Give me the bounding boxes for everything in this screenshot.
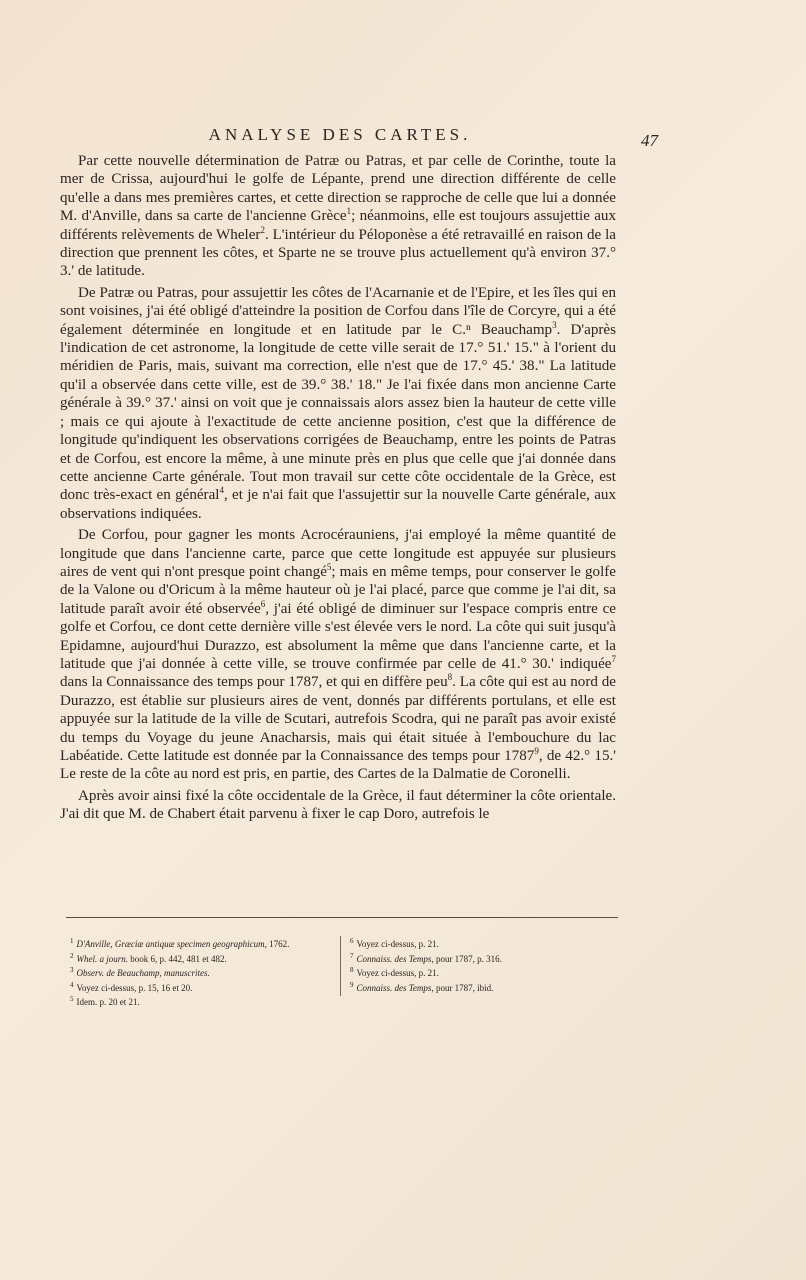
footnotes-left-column <box>70 936 330 1009</box>
footnote: $^9$ Connaiss. des Temps, pour 1787, ibid. <box>350 980 494 993</box>
footnote: $^1$ D'Anville, Græciæ antiquæ specimen geographicum, 1762. <box>70 937 290 949</box>
footnote-ref: 2 <box>260 224 265 235</box>
footnote-column-divider <box>340 936 341 996</box>
footnote: $^4$ Voyez ci-dessus, p. 15, 16 et 20. <box>70 980 193 993</box>
body-text <box>60 152 616 824</box>
footnote: $^5$ Idem. p. 20 et 21. <box>70 995 140 1008</box>
footnote-rule <box>66 917 618 918</box>
page-header <box>60 125 658 151</box>
footnote-ref: 4 <box>219 485 224 496</box>
paragraph-1: Par cette nouvelle détermination de Patræ ou Patras, et par celle de Corinthe, toute la mer de Crissa, aujourd'hui le golfe de Lépante, prend une direction différente de celle qu'elle a dans mes premières cartes, et cette direction se rapproche de celle que lui a donnée M. d'Anville, dans sa carte de l'ancienne Grèce$^1$; néanmoins, elle est toujours assujettie aux différents relèvements de Wheler$^2$. L'intérieur du Péloponèse a été retravaillé en raison de la direction que prennent les côtes, et Sparte ne se trouve plus actuellement qu'à environ 37.° 3.' de latitude. <box>60 153 616 280</box>
footnote-ref: 6 <box>260 598 266 609</box>
running-title: ANALYSE DES CARTES. <box>208 125 472 144</box>
footnote-ref: 8 <box>447 672 453 683</box>
footnote: $^6$ Voyez ci-dessus, p. 21. <box>350 937 439 949</box>
footnote: $^7$ Connaiss. des Temps, pour 1787, p. 316. <box>350 951 502 964</box>
paragraph-4: Après avoir ainsi fixé la côte occidentale de la Grèce, il faut déterminer la côte orientale. J'ai dit que M. de Chabert était parvenu à fixer le cap Doro, autrefois le <box>60 787 616 823</box>
footnote: $^3$ Observ. de Beauchamp, manuscrites. <box>70 966 210 979</box>
footnote-ref: 9 <box>534 745 539 756</box>
paragraph-2: De Patræ ou Patras, pour assujettir les côtes de l'Acarnanie et de l'Epire, et les îles qui en sont voisines, j'ai été obligé d'atteindre la position de Corfou dans l'île de Corcyre, qui a été également déterminée en longitude et en latitude par le C.ⁿ Beauchamp$^3$. D'après l'indication de cet astronome, la longitude de cette ville serait de 17.° 51.' 15." à l'orient du méridien de Paris, mais, suivant ma correction, elle n'est que de 17.° 45.' 38." La latitude qu'il a observée dans cette ville, est de 39.° 38.' 18." Je l'ai fixée dans mon ancienne Carte générale à 39.° 37.' ainsi on voit que je connaissais alors assez bien la hauteur de cette ville ; mais ce qui ajoute à l'exactitude de cette ancienne position, c'est que la différence de longitude qu'indiquent les observations corrigées de Beauchamp, entre les points de Patras et de Corfou, est encore la même, à une minute près en plus que celle que j'ai donnée dans cette ancienne Carte générale. Tout mon travail sur cette côte occidentale de la Grèce, est donc très-exact en général$^4$, et je n'ai fait que l'assujettir sur la nouvelle Carte générale, aux observations indiquées. <box>60 284 616 522</box>
footnote: $^8$ Voyez ci-dessus, p. 21. <box>350 966 439 979</box>
footnote-ref: 1 <box>346 206 352 217</box>
footnote: $^2$ Whel. a journ. book 6, p. 442, 481 et 482. <box>70 951 227 964</box>
footnote-ref: 3 <box>552 319 557 330</box>
footnote-ref: 5 <box>326 561 332 572</box>
footnotes <box>70 936 610 1008</box>
footnote-ref: 7 <box>611 653 616 664</box>
paragraph-3: De Corfou, pour gagner les monts Acrocérauniens, j'ai employé la même quantité de longitude que dans l'ancienne carte, parce que cette longitude est appuyée sur plusieurs aires de vent qui n'ont presque point changé$^5$; mais en même temps, pour conserver le golfe de la Valone ou d'Oricum à la même hauteur où je l'ai placé, parce que comme je l'ai dit, sa latitude paraît avoir été observée$^6$, j'ai été obligé de diminuer sur l'espace compris entre ce golfe et Corfou, ce dont cette dernière ville s'est élevée vers le nord. La côte qui suit jusqu'à Epidamne, aujourd'hui Durazzo, est absolument la même que dans l'ancienne carte, et la latitude que j'ai donnée à cette ville, se trouve confirmée par celle de 41.° 30.' indiquée$^7$ dans la Connaissance des temps pour 1787, et qui en diffère peu$^8$. La côte qui est au nord de Durazzo, est établie sur plusieurs aires de vent, donnés par différents portulans, et elle est appuyée sur la latitude de la ville de Scutari, autrefois Scodra, qui ne paraît pas avoir existé du temps du Voyage du jeune Anacharsis, mais qui était située à l'embouchure du lac Labéatide. Cette latitude est donnée par la Connaissance des temps pour 1787$^9$, de 42.° 15.' Le reste de la côte au nord est pris, en partie, des Cartes de la Dalmatie de Coronelli. <box>60 527 616 783</box>
footnotes-right-column <box>350 936 610 994</box>
page-number: 47 <box>641 131 658 150</box>
